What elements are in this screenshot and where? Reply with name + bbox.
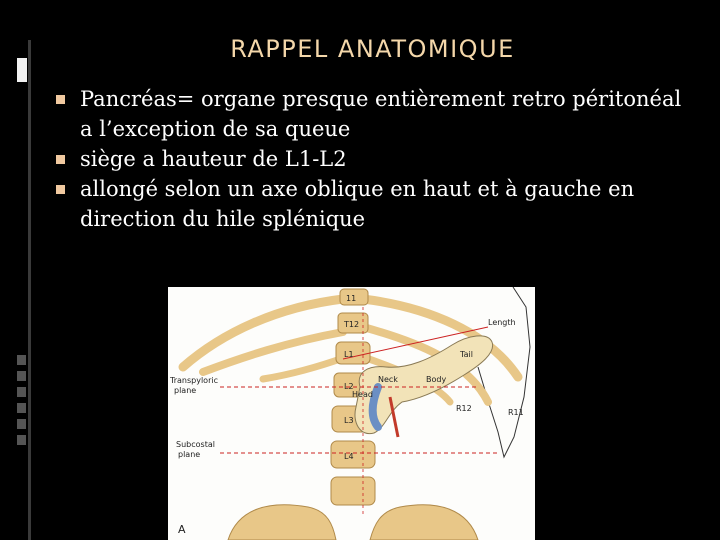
spleen-outline — [478, 287, 530, 457]
bullet-marker-icon — [56, 95, 65, 104]
label-head: Head — [352, 390, 373, 399]
bullet-marker-icon — [56, 155, 65, 164]
decorative-dots — [17, 355, 27, 451]
bullet-text: siège a hauteur de L1-L2 — [80, 147, 347, 171]
pancreas-anatomy-illustration — [168, 287, 535, 540]
label-r11: R11 — [508, 408, 524, 417]
decorative-bar — [28, 40, 31, 540]
label-tail: Tail — [460, 350, 473, 359]
pelvis-right — [370, 505, 478, 540]
label-r12: R12 — [456, 404, 472, 413]
label-subcostal: Subcostal — [176, 440, 215, 449]
label-l1: L1 — [344, 350, 354, 359]
label-neck: Neck — [378, 375, 398, 384]
rib-left-short — [263, 357, 346, 379]
label-body: Body — [426, 375, 447, 384]
panel-label: A — [178, 523, 186, 536]
label-transpyloric: Transpyloric — [170, 376, 218, 385]
anatomy-figure — [168, 287, 535, 540]
bullet-list — [50, 84, 690, 234]
label-transpyloric-plane: plane — [174, 386, 197, 395]
label-l3: L3 — [344, 416, 354, 425]
label-t11: 11 — [346, 294, 357, 303]
label-length: Length — [488, 318, 516, 327]
bullet-item — [50, 144, 690, 174]
bullet-item — [50, 174, 690, 234]
label-t12: T12 — [344, 320, 360, 329]
bullet-marker-icon — [56, 185, 65, 194]
label-l4: L4 — [344, 452, 354, 461]
bullet-text: Pancréas= organe presque entièrement retro péritonéal a l’exception de sa queue — [80, 87, 682, 141]
pelvis-left — [228, 505, 336, 540]
label-l2: L2 — [344, 382, 354, 391]
bullet-text: allongé selon un axe oblique en haut et à gauche en direction du hile splénique — [80, 177, 635, 231]
bullet-item — [50, 84, 690, 144]
slide-title: RAPPEL ANATOMIQUE — [230, 35, 515, 63]
label-subcostal-plane: plane — [178, 450, 201, 459]
